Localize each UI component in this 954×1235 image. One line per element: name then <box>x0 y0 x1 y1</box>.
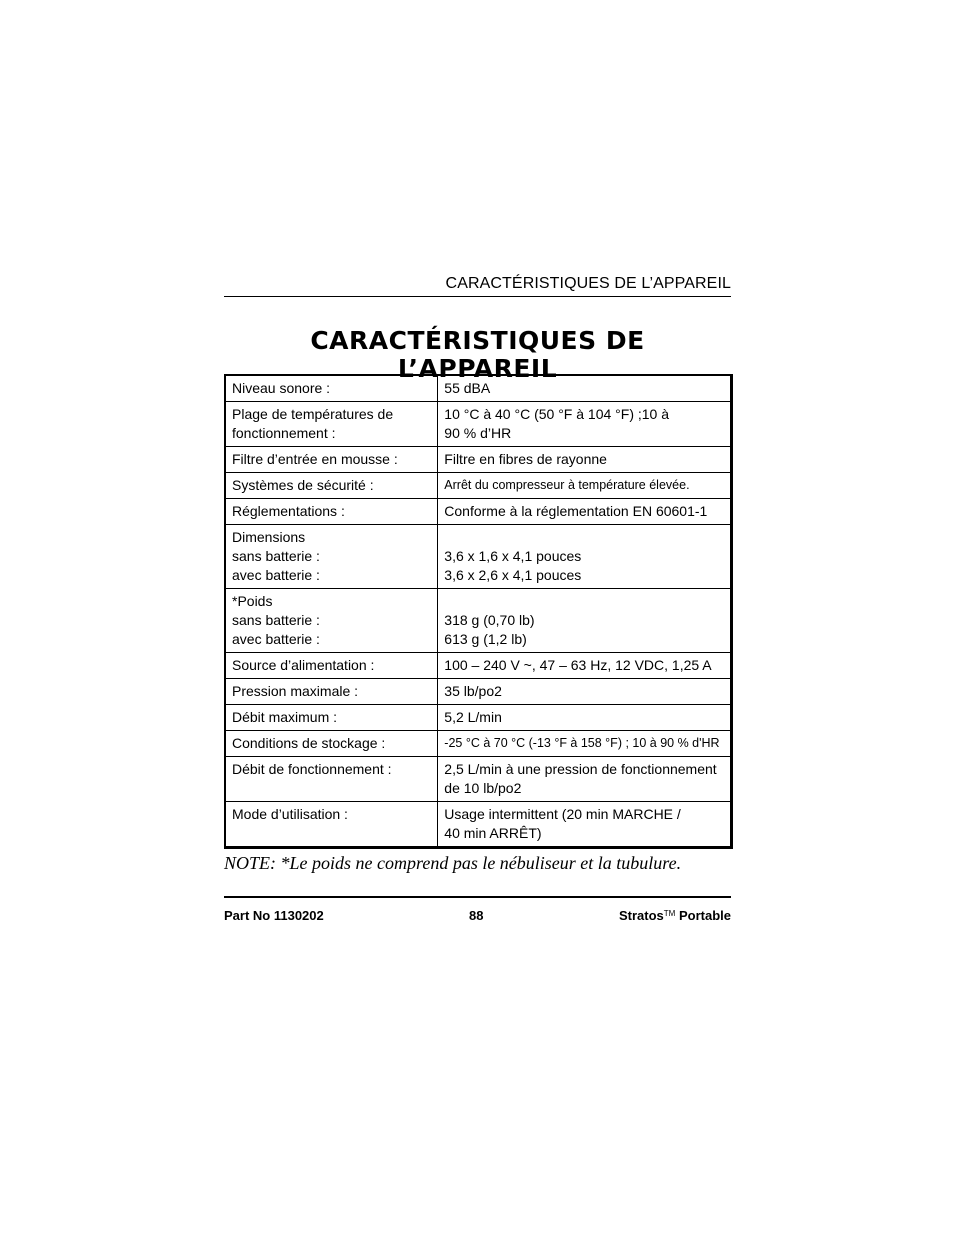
table-row <box>225 525 732 589</box>
footer-part-number: Part No 1130202 <box>224 908 324 923</box>
table-row <box>225 499 732 525</box>
spec-label: Débit de fonctionnement : <box>225 757 438 802</box>
footer-rule <box>224 896 731 898</box>
spec-value: Filtre en fibres de rayonne <box>438 447 732 473</box>
footer-product-suffix: Portable <box>678 908 731 923</box>
footer-product-name <box>619 908 731 923</box>
spec-value: Conforme à la réglementation EN 60601-1 <box>438 499 732 525</box>
table-row <box>225 705 732 731</box>
table-row <box>225 731 732 757</box>
spec-value: 35 lb/po2 <box>438 679 732 705</box>
spec-label: Conditions de stockage : <box>225 731 438 757</box>
spec-label: Débit maximum : <box>225 705 438 731</box>
spec-label: Dimensions sans batterie : avec batterie : <box>225 525 438 589</box>
spec-value: -25 °C à 70 °C (-13 °F à 158 °F) ; 10 à 90 % d'HR <box>438 731 732 757</box>
table-row <box>225 375 732 402</box>
spec-label: Réglementations : <box>225 499 438 525</box>
spec-value: 55 dBA <box>438 375 732 402</box>
spec-value: 3,6 x 1,6 x 4,1 pouces 3,6 x 2,6 x 4,1 pouces <box>438 525 732 589</box>
trademark-mark: TM <box>663 909 676 918</box>
spec-label: Niveau sonore : <box>225 375 438 402</box>
spec-label: Plage de températures de fonctionnement : <box>225 402 438 447</box>
running-header: CARACTÉRISTIQUES DE L’APPAREIL <box>445 275 731 292</box>
spec-label: Pression maximale : <box>225 679 438 705</box>
table-row <box>225 653 732 679</box>
header-rule <box>224 296 731 297</box>
table-row <box>225 402 732 447</box>
spec-label: Filtre d’entrée en mousse : <box>225 447 438 473</box>
table-row <box>225 757 732 802</box>
table-row <box>225 679 732 705</box>
spec-value: 2,5 L/min à une pression de fonctionnement de 10 lb/po2 <box>438 757 732 802</box>
manual-page <box>224 0 731 1235</box>
table-row <box>225 473 732 499</box>
spec-label: Source d’alimentation : <box>225 653 438 679</box>
footer-product: Stratos <box>619 908 664 923</box>
spec-value: 100 – 240 V ~, 47 – 63 Hz, 12 VDC, 1,25 A <box>438 653 732 679</box>
page-title-line-2: L’APPAREIL <box>397 353 558 383</box>
table-row <box>225 589 732 653</box>
spec-label: Mode d’utilisation : <box>225 802 438 848</box>
spec-label: *Poids sans batterie : avec batterie : <box>225 589 438 653</box>
spec-value: 10 °C à 40 °C (50 °F à 104 °F) ;10 à 90 % d’HR <box>438 402 732 447</box>
spec-value: 5,2 L/min <box>438 705 732 731</box>
table-row <box>225 802 732 848</box>
spec-value: 318 g (0,70 lb) 613 g (1,2 lb) <box>438 589 732 653</box>
table-row <box>225 447 732 473</box>
specifications-table <box>224 374 733 849</box>
spec-value: Arrêt du compresseur à température élevée. <box>438 473 732 499</box>
page-title-line-1: CARACTÉRISTIQUES DE <box>310 325 645 355</box>
weight-note: NOTE: *Le poids ne comprend pas le nébuliseur et la tubulure. <box>224 853 682 873</box>
spec-value: Usage intermittent (20 min MARCHE / 40 min ARRÊT) <box>438 802 732 848</box>
spec-label: Systèmes de sécurité : <box>225 473 438 499</box>
footer-page-number: 88 <box>469 908 484 923</box>
